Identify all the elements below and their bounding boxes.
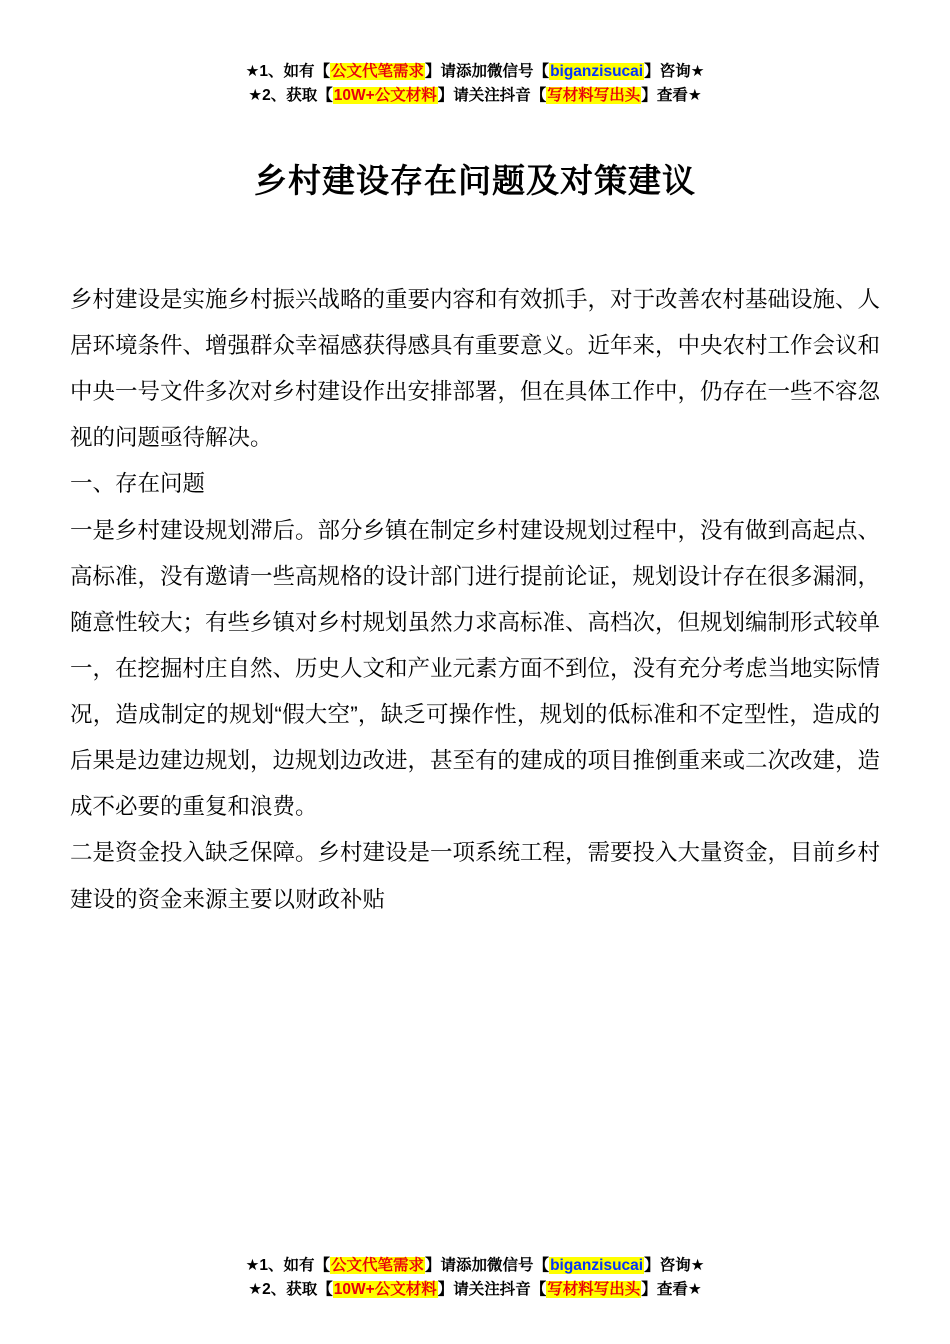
promo-line-1-bracket-close-bottom: 】: [425, 1256, 441, 1274]
promo-line-1-tail-bottom: 咨询: [659, 1256, 691, 1274]
section-heading-problems: 一、存在问题: [70, 471, 206, 497]
document-body: [70, 277, 880, 923]
promo-line-1-number: 1、如有: [259, 63, 315, 80]
promo-line-1-bracket-open-bottom: 【: [314, 1256, 330, 1274]
star-icon-left-2: ★: [248, 87, 263, 105]
paragraph-problem-two: 二是资金投入缺乏保障。乡村建设是一项系统工程，需要投入大量资金，目前乡村建设的资金来源主要以财政补贴: [70, 840, 881, 912]
promo-line-2-mid: 请关注抖音: [453, 87, 531, 105]
promo-line-1-bracket-open: 【: [314, 63, 330, 80]
promo-banner-top: [70, 60, 880, 108]
promo-line-1: [70, 60, 880, 84]
promo-line-1-wechat-id-bottom: biganzisucai: [550, 1256, 644, 1274]
promo-line-1-tail: 咨询: [659, 63, 691, 80]
promo-line-2-bracket-open2-bottom: 【: [530, 1280, 547, 1298]
promo-line-1-bracket-close: 】: [425, 63, 441, 80]
promo-line-2-tail: 查看: [656, 87, 688, 105]
promo-line-2-tail-bottom: 查看: [656, 1280, 688, 1298]
promo-line-1-bracket-open2: 【: [533, 63, 550, 80]
promo-line-2-highlight-red-bottom: 10W+公文材料: [333, 1280, 437, 1298]
promo-line-1-highlight-red: 公文代笔需求: [331, 63, 425, 80]
promo-line-1-highlight-red-bottom: 公文代笔需求: [331, 1256, 425, 1274]
promo-banner-bottom: [70, 1254, 880, 1302]
promo-line-1-wechat-id: biganzisucai: [550, 63, 644, 80]
promo-line-1-mid-bottom: 请添加微信号: [440, 1256, 534, 1274]
promo-line-2-bracket-open2: 【: [530, 87, 547, 105]
star-icon-right-bottom: ★: [690, 1256, 705, 1274]
promo-line-2-bracket-close2: 】: [641, 87, 657, 105]
star-icon-left-bottom: ★: [245, 1256, 260, 1274]
promo-line-2-highlight-red: 10W+公文材料: [333, 87, 437, 105]
promo-line-2-number-bottom: 2、获取: [262, 1280, 318, 1298]
promo-line-2-number: 2、获取: [262, 87, 318, 105]
promo-line-2-mid-bottom: 请关注抖音: [453, 1280, 531, 1298]
promo-line-1-number-bottom: 1、如有: [259, 1256, 315, 1274]
promo-line-2-douyin-name-bottom: 写材料写出头: [547, 1280, 641, 1298]
star-icon-right-2: ★: [687, 87, 702, 105]
promo-line-2: [70, 84, 880, 108]
promo-line-2-bracket-close2-bottom: 】: [641, 1280, 657, 1298]
promo-line-1-bottom: [70, 1254, 880, 1278]
promo-line-2-bracket-close-bottom: 】: [437, 1280, 454, 1298]
promo-line-2-bracket-close: 】: [437, 87, 454, 105]
star-icon-left: ★: [245, 63, 260, 80]
promo-line-2-bracket-open-bottom: 【: [317, 1280, 333, 1298]
paragraph-intro: 乡村建设是实施乡村振兴战略的重要内容和有效抓手，对于改善农村基础设施、人居环境条件、增强群众幸福感获得感具有重要意义。近年来，中央农村工作会议和中央一号文件多次对乡村建设作出安排部署，但在具体工作中，仍存在一些不容忽视的问题亟待解决。: [70, 286, 881, 451]
promo-line-1-bracket-close2-bottom: 】: [644, 1256, 660, 1274]
star-icon-right: ★: [690, 63, 705, 80]
promo-line-1-bracket-close2: 】: [644, 63, 660, 80]
promo-line-1-bracket-open2-bottom: 【: [533, 1256, 550, 1274]
page-title: 乡村建设存在问题及对策建议: [254, 162, 696, 200]
promo-line-2-douyin-name: 写材料写出头: [547, 87, 641, 105]
star-icon-right-2-bottom: ★: [687, 1280, 702, 1298]
paragraph-problem-one: 一是乡村建设规划滞后。部分乡镇在制定乡村建设规划过程中，没有做到高起点、高标准，没有邀请一些高规格的设计部门进行提前论证，规划设计存在很多漏洞，随意性较大；有些乡镇对乡村规划虽然力求高标准、高档次，但规划编制形式较单一，在挖掘村庄自然、历史人文和产业元素方面不到位，没有充分考虑当地实际情况，造成制定的规划“假大空”，缺乏可操作性，规划的低标准和不定型性，造成的后果是边建边规划，边规划边改进，甚至有的建成的项目推倒重来或二次改建，造成不必要的重复和浪费。: [70, 517, 881, 820]
star-icon-left-2-bottom: ★: [248, 1280, 263, 1298]
promo-line-1-mid: 请添加微信号: [440, 63, 534, 80]
promo-line-2-bracket-open: 【: [317, 87, 333, 105]
promo-line-2-bottom: [70, 1278, 880, 1302]
